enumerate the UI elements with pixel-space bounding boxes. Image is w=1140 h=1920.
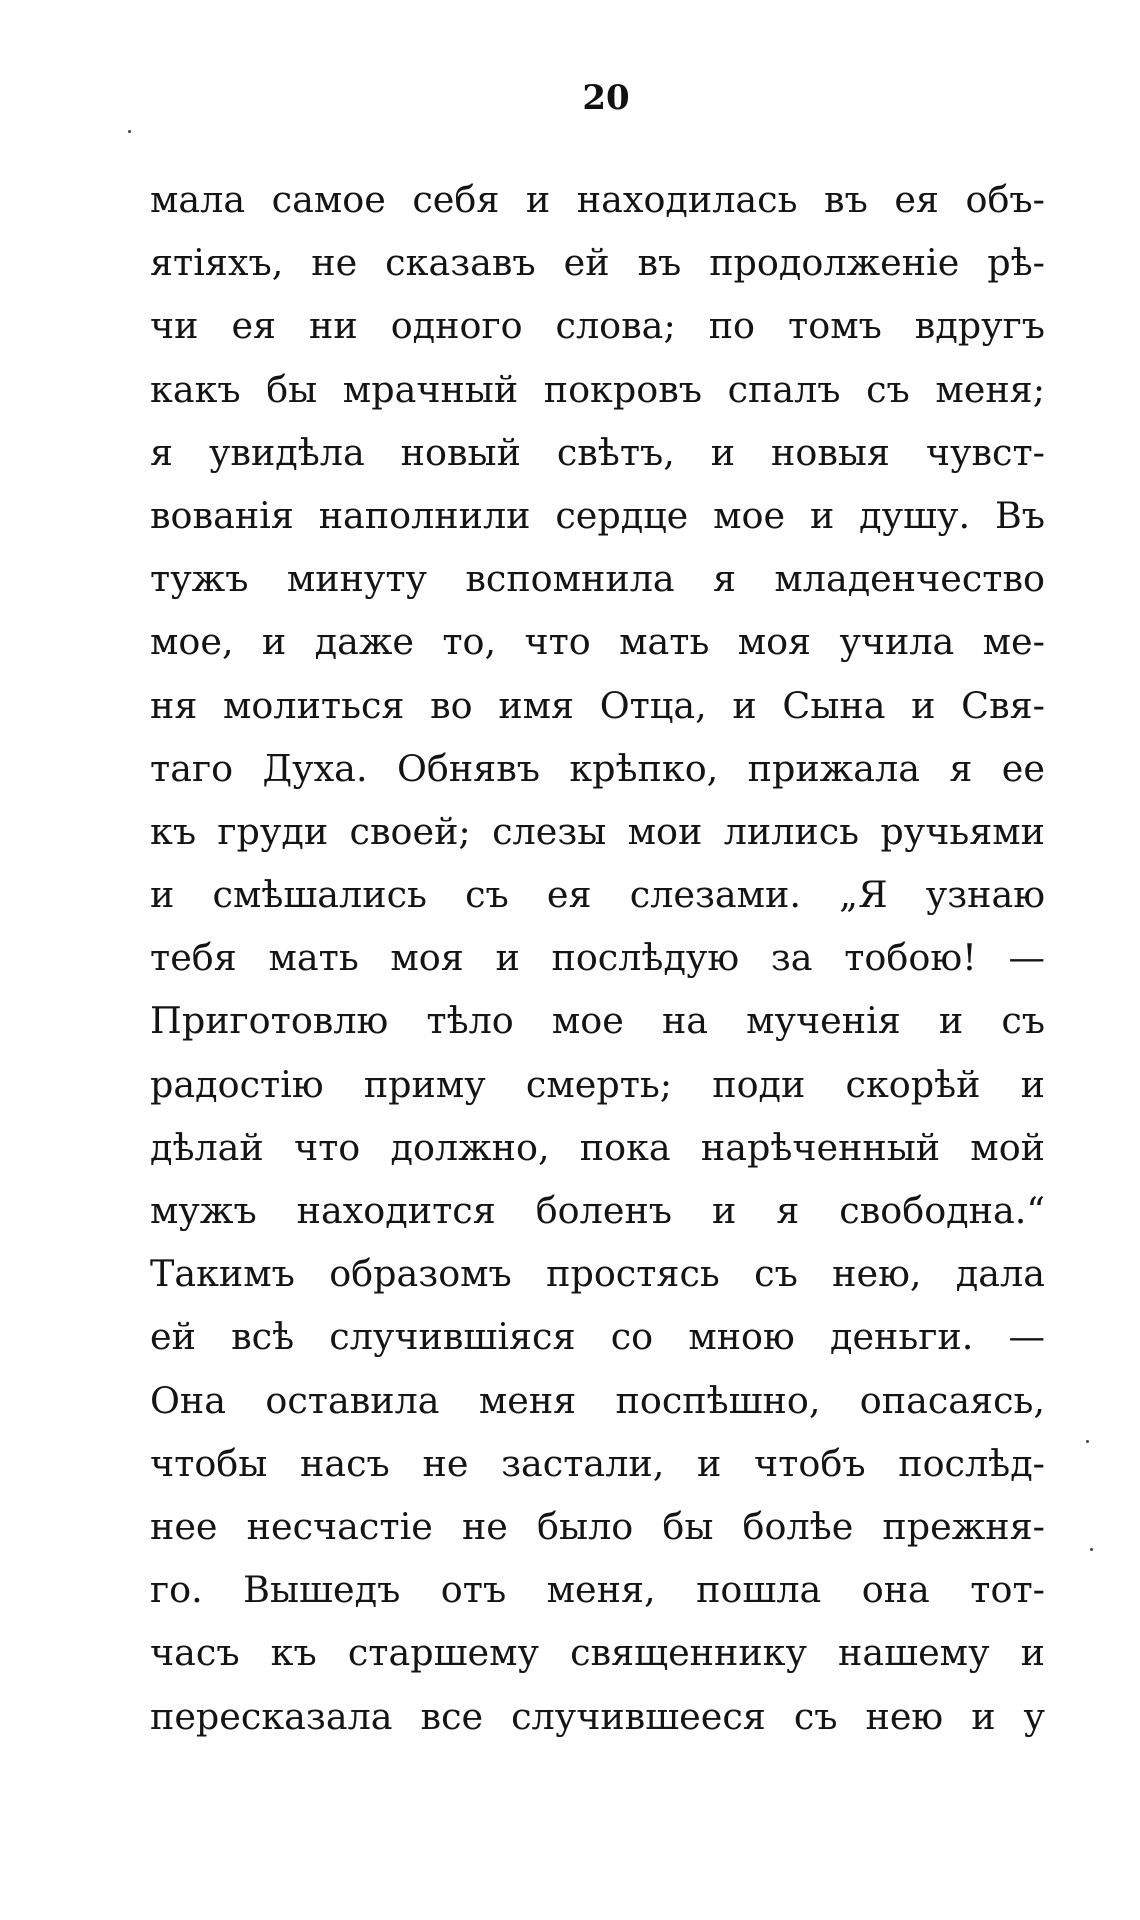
text-line: таго Духа. Обнявъ крѣпко, прижала я ее [150,746,1045,790]
text-line: часъ къ старшему священнику нашему и [150,1631,1045,1675]
text-line: вованія наполнили сердце мое и душу. Въ [150,493,1045,537]
text-line: тебя мать моя и послѣдую за тобою! — [150,936,1045,980]
text-line: радостію приму смерть; поди скорѣй и [150,1062,1045,1106]
text-line: чи ея ни одного слова; по томъ вдругъ [150,304,1045,348]
text-line: тужъ минуту вспомнила я младенчество [150,557,1045,601]
text-line: дѣлай что должно, пока нарѣченный мой [150,1125,1045,1169]
text-line: мое, и даже то, что мать моя учила ме- [150,620,1045,664]
body-text [150,168,1045,1748]
text-line: къ груди своей; слезы мои лились ручьями [150,809,1045,853]
text-line: чтобы насъ не застали, и чтобъ послѣд- [150,1441,1045,1485]
text-line: Приготовлю тѣло мое на мученія и съ [150,999,1045,1043]
text-line: Она оставила меня поспѣшно, опасаясь, [150,1378,1045,1422]
page-number: 20 [582,78,630,118]
text-line: нее несчастіе не было бы болѣе прежня- [150,1504,1045,1548]
ink-speck [128,130,131,133]
text-line: я увидѣла новый свѣтъ, и новыя чувст- [150,430,1045,474]
text-line: какъ бы мрачный покровъ спалъ съ меня; [150,367,1045,411]
ink-speck [1086,1440,1089,1443]
text-line: ятіяхъ, не сказавъ ей въ продолженіе рѣ- [150,241,1045,285]
text-line: ня молиться во имя Отца, и Сына и Свя- [150,683,1045,727]
text-line: мужъ находится боленъ и я свободна.“ [150,1189,1045,1232]
text-line: ей всѣ случившіяся со мною деньги. — [150,1315,1045,1359]
ink-speck [1090,1548,1093,1551]
text-line: пересказала все случившееся съ нею и у [150,1694,1045,1738]
text-line: и смѣшались съ ея слезами. „Я узнаю [150,873,1045,917]
text-line: Такимъ образомъ простясь съ нею, дала [150,1252,1045,1296]
text-line: го. Вышедъ отъ меня, пошла она тот- [150,1568,1045,1612]
text-line: мала самое себя и находилась въ ея объ- [150,178,1045,221]
